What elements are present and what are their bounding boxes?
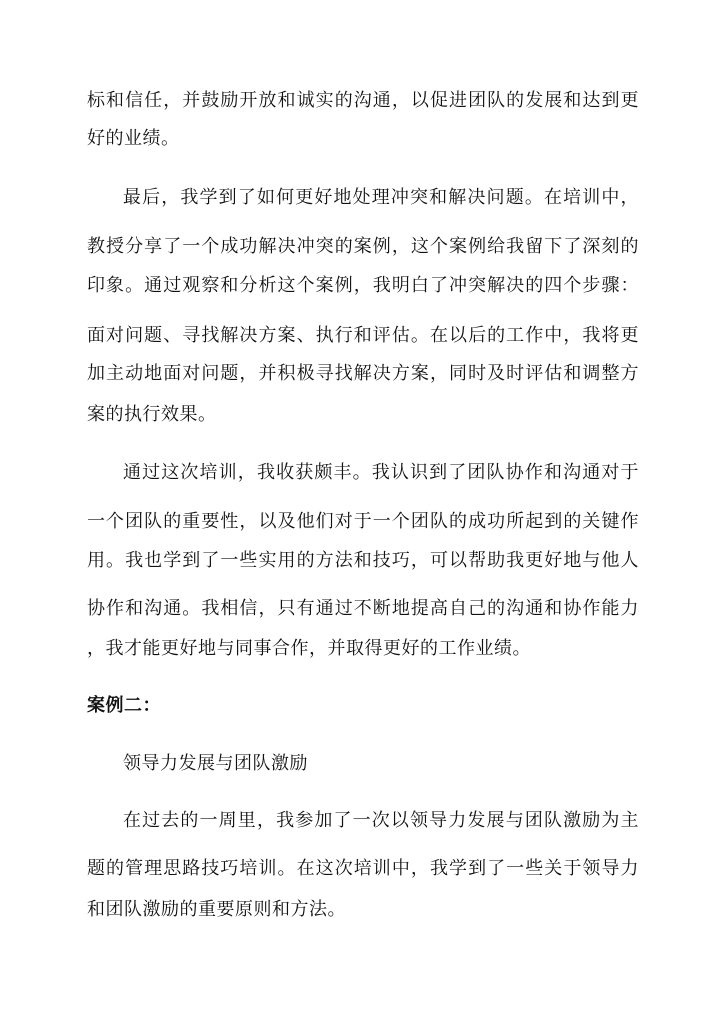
paragraph-line: 一个团队的重要性，以及他们对于一个团队的成功所起到的关键作 [87,511,639,532]
paragraph-line: 面对问题、寻找解决方案、执行和评估。在以后的工作中，我将更 [87,325,639,346]
paragraph-line: 题的管理思路技巧培训。在这次培训中，我学到了一些关于领导力 [87,858,639,879]
paragraph-line: 用。我也学到了一些实用的方法和技巧，可以帮助我更好地与他人 [87,550,639,571]
paragraph-line: 教授分享了一个成功解决冲突的案例，这个案例给我留下了深刻的 [87,236,639,257]
section-subtitle: 领导力发展与团队激励 [123,753,308,774]
paragraph-line: 标和信任，并鼓励开放和诚实的沟通，以促进团队的发展和达到更 [87,90,639,111]
paragraph-line: 印象。通过观察和分析这个案例，我明白了冲突解决的四个步骤： [87,275,639,296]
paragraph-line: 通过这次培训，我收获颇丰。我认识到了团队协作和沟通对于 [123,462,639,483]
paragraph-line: 和团队激励的重要原则和方法。 [87,899,346,920]
paragraph-line: 案的执行效果。 [87,404,217,425]
paragraph-line: 协作和沟通。我相信，只有通过不断地提高自己的沟通和协作能力 [87,598,639,619]
paragraph-line: 最后，我学到了如何更好地处理冲突和解决问题。在培训中， [123,187,639,208]
section-heading: 案例二： [87,695,161,716]
paragraph-line: 好的业绩。 [87,128,180,149]
paragraph-line: 在过去的一周里，我参加了一次以领导力发展与团队激励为主 [123,810,639,831]
paragraph-line: ，我才能更好地与同事合作，并取得更好的工作业绩。 [87,638,531,659]
paragraph-line: 加主动地面对问题，并积极寻找解决方案，同时及时评估和调整方 [87,363,639,384]
